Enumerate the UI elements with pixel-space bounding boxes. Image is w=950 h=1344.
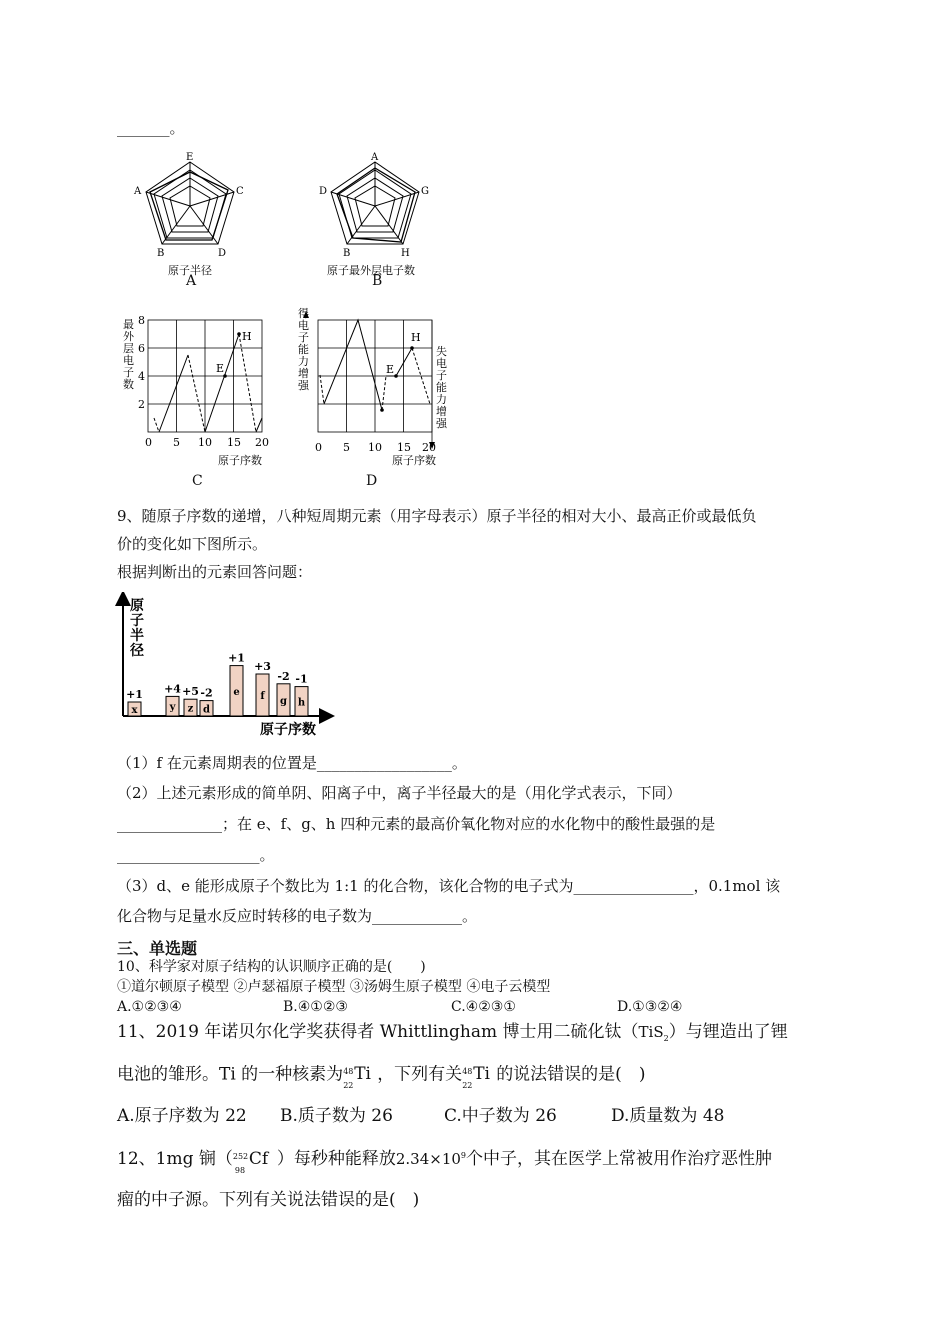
fig-c-ylabel-1: 最: [123, 318, 134, 331]
fig-d-ylabel-right-7: 强: [436, 417, 447, 430]
ti-mass-number-2: 48: [462, 1067, 473, 1076]
section-3-heading: 三、单选题: [117, 939, 198, 958]
fig-d-ylabel-right-4: 能: [436, 381, 447, 394]
fig-c-ylabel-6: 数: [123, 378, 134, 391]
q12-line-2: 瘤的中子源。下列有关说法错误的是( ): [117, 1190, 420, 1210]
q9-bar-label-x: x: [131, 705, 138, 716]
q10-items: ①道尔顿原子模型 ②卢瑟福原子模型 ③汤姆生原子模型 ④电子云模型: [117, 979, 551, 995]
fig-c-point-e: E: [216, 362, 225, 375]
q9-valence-e: +1: [228, 651, 245, 665]
q9-line-3: 根据判断出的元素回答问题：: [117, 563, 313, 581]
fig-d-ylabel-left-2: 电: [298, 319, 309, 332]
fig-c-ytick-4: 4: [138, 370, 145, 383]
q9-bar-label-f: f: [260, 691, 265, 702]
q9-ylabel-1: 原: [130, 598, 144, 614]
fig-b-label-h: H: [401, 248, 410, 259]
q9-bar-label-z: z: [187, 703, 194, 715]
q9-bar-label-y: y: [169, 702, 176, 714]
cf-mass-number: 252: [232, 1151, 249, 1161]
fig-a-label-a: A: [134, 186, 142, 197]
q9-ylabel-2: 子: [130, 613, 144, 629]
q11-line-2c: 的说法错误的是( ): [496, 1064, 646, 1085]
fig-d-xtick-5: 5: [343, 441, 350, 454]
fig-b-label-d: D: [319, 186, 328, 197]
fig-d-point-h: H: [411, 331, 421, 344]
fig-b-letter: B: [372, 273, 383, 289]
q9-bar-label-d: d: [203, 704, 210, 716]
fig-c-ylabel-5: 子: [123, 366, 134, 379]
q9-bar-label-h: h: [297, 697, 306, 709]
q11-line-2a: 电池的雏形。Ti 的一种核素为: [117, 1064, 344, 1085]
fig-d-ylabel-right-2: 电: [436, 357, 447, 370]
fig-c-xtick-5: 5: [173, 436, 180, 449]
fig-c-xtick-15: 15: [227, 436, 241, 449]
tis2-subscript: 2: [663, 1034, 669, 1043]
fig-d-xtick-15: 15: [397, 441, 411, 454]
q9-valence-g: -2: [277, 669, 290, 683]
q9-valence-f: +3: [254, 660, 271, 673]
q10-option-b: B.④①②③: [283, 999, 348, 1015]
fig-c-ylabel-3: 层: [123, 342, 134, 355]
q9-part-3b: 化合物与足量水反应时转移的电子数为____________。: [117, 907, 478, 925]
fig-d-xlabel: 原子序数: [392, 454, 436, 467]
q11-option-d: D.质量数为 48: [611, 1106, 725, 1126]
q9-xlabel: 原子序数: [260, 722, 316, 738]
line-figure-d: [290, 305, 460, 470]
fig-d-ylabel-right-3: 子: [436, 369, 447, 382]
ti-atomic-number-2: 22: [462, 1081, 473, 1090]
q11-option-c: C.中子数为 26: [444, 1106, 557, 1126]
fig-d-ylabel-right-5: 力: [436, 393, 447, 406]
fig-a-caption: 原子半径: [168, 264, 212, 277]
fig-d-ylabel-left-7: 强: [298, 379, 309, 392]
fig-b-label-b: B: [343, 248, 351, 259]
q9-ylabel-4: 径: [130, 643, 144, 659]
fig-c-xtick-0: 0: [145, 436, 152, 449]
fig-d-ylabel-left-6: 增: [298, 367, 309, 380]
fig-a-label-c: C: [236, 186, 244, 197]
fig-c-xtick-20: 20: [255, 436, 269, 449]
q9-valence-h: -1: [295, 672, 308, 686]
q11-line-1a: 11、2019 年诺贝尔化学奖获得者 Whittlingham 博士用二硫化钛（: [117, 1022, 639, 1042]
top-answer-blank: _______。: [117, 119, 185, 137]
q9-part-3a: （3）d、e 能形成原子个数比为 1:1 的化合物，该化合物的电子式为________________，0.1mol 该: [117, 877, 781, 895]
q9-valence-d: -2: [200, 686, 213, 700]
ti-atomic-number: 22: [343, 1081, 354, 1090]
ti48-isotope: [343, 1062, 377, 1088]
fig-a-letter: A: [186, 273, 197, 289]
q9-bar-label-e: e: [233, 686, 240, 698]
q11-line-1b: ）与锂造出了锂: [668, 1022, 788, 1042]
tis2-symbol: TiS: [638, 1023, 664, 1041]
q9-part-2a: （2）上述元素形成的简单阴、阳离子中，离子半径最大的是（用化学式表示，下同）: [117, 784, 682, 802]
fig-c-letter: C: [192, 473, 203, 489]
fig-c-xlabel: 原子序数: [218, 454, 262, 467]
q12-line-1b: ）每秒种能释放: [276, 1149, 396, 1169]
tis2-formula: [639, 1023, 669, 1041]
q9-part-2c: ___________________。: [117, 846, 275, 864]
fig-c-ylabel-4: 电: [123, 354, 134, 367]
fig-d-ylabel-left-5: 力: [298, 355, 309, 368]
q10-stem: 10、科学家对原子结构的认识顺序正确的是( ): [117, 959, 426, 975]
q9-line-1: 9、随原子序数的递增，八种短周期元素（用字母表示）原子半径的相对大小、最高正价或最低负: [117, 507, 757, 525]
fig-d-ylabel-left-4: 能: [298, 343, 309, 356]
q11-option-a: A.原子序数为 22: [117, 1106, 247, 1126]
radar-figure-a: [130, 148, 260, 288]
fig-a-label-e: E: [186, 152, 194, 163]
fig-d-ylabel-left-1: 得: [298, 307, 309, 320]
fig-c-ytick-6: 6: [138, 342, 145, 355]
fig-b-label-g: G: [421, 186, 429, 197]
cf252-isotope: [233, 1147, 277, 1173]
q10-option-d: D.①③②④: [617, 999, 683, 1015]
fig-b-caption: 原子最外层电子数: [327, 264, 415, 277]
fig-d-xtick-0: 0: [315, 441, 322, 454]
fig-d-point-e: E: [386, 363, 395, 376]
line-figure-c: [118, 310, 278, 470]
neutron-count: [396, 1150, 466, 1168]
q9-part-2b: ______________；在 e、f、g、h 四种元素的最高价氧化物对应的水化物中的酸性最强的是: [117, 815, 716, 833]
fig-d-xtick-10: 10: [368, 441, 382, 454]
q9-bar-label-g: g: [280, 695, 287, 707]
q12-line-1: [117, 1144, 772, 1173]
q10-option-c: C.④②③①: [451, 999, 516, 1015]
ti-symbol-2: Ti: [473, 1064, 490, 1084]
fig-d-letter: D: [366, 473, 378, 489]
q9-part-1: （1）f 在元素周期表的位置是__________________。: [117, 754, 467, 772]
q11-line-1: [117, 1020, 788, 1051]
ti-symbol: Ti: [354, 1064, 371, 1084]
ti-mass-number: 48: [343, 1067, 354, 1076]
q9-ylabel-3: 半: [130, 628, 144, 644]
q9-valence-x: +1: [126, 688, 143, 701]
fig-c-ytick-2: 2: [138, 398, 145, 411]
fig-d-ylabel-right-6: 增: [436, 405, 447, 418]
q11-line-2b: ，下列有关: [377, 1064, 463, 1085]
fig-d-ylabel-right-1: 失: [436, 345, 447, 358]
q9-valence-y: +4: [164, 682, 181, 696]
q9-line-2: 价的变化如下图所示。: [117, 535, 268, 553]
fig-c-ylabel-2: 外: [123, 330, 134, 343]
fig-a-label-b: B: [157, 248, 165, 259]
q11-line-2: [117, 1062, 645, 1088]
fig-c-xtick-10: 10: [198, 436, 212, 449]
fig-b-label-a: A: [371, 152, 379, 163]
q12-line-1a: 12、1mg 锎（: [117, 1149, 233, 1169]
fig-d-xtick-20: 20: [422, 441, 436, 454]
fig-c-ytick-8: 8: [138, 314, 145, 327]
neutron-count-exponent: 9: [460, 1151, 467, 1160]
radar-figure-b: [315, 148, 445, 288]
q11-option-b: B.质子数为 26: [280, 1106, 393, 1126]
fig-c-point-h: H: [242, 330, 252, 343]
q12-line-1c: 个中子，其在医学上常被用作治疗恶性肿: [466, 1149, 773, 1169]
fig-d-ylabel-left-3: 子: [298, 331, 309, 344]
cf-symbol: Cf: [248, 1148, 269, 1169]
q10-option-a: A.①②③④: [117, 999, 182, 1015]
ti48-isotope-2: [462, 1062, 496, 1088]
neutron-count-base: 2.34×10: [395, 1150, 461, 1168]
q9-valence-z: +5: [182, 685, 199, 699]
fig-a-label-d: D: [218, 248, 227, 259]
q9-radius-bar-chart: [115, 592, 340, 742]
cf-atomic-number: 98: [234, 1165, 246, 1175]
